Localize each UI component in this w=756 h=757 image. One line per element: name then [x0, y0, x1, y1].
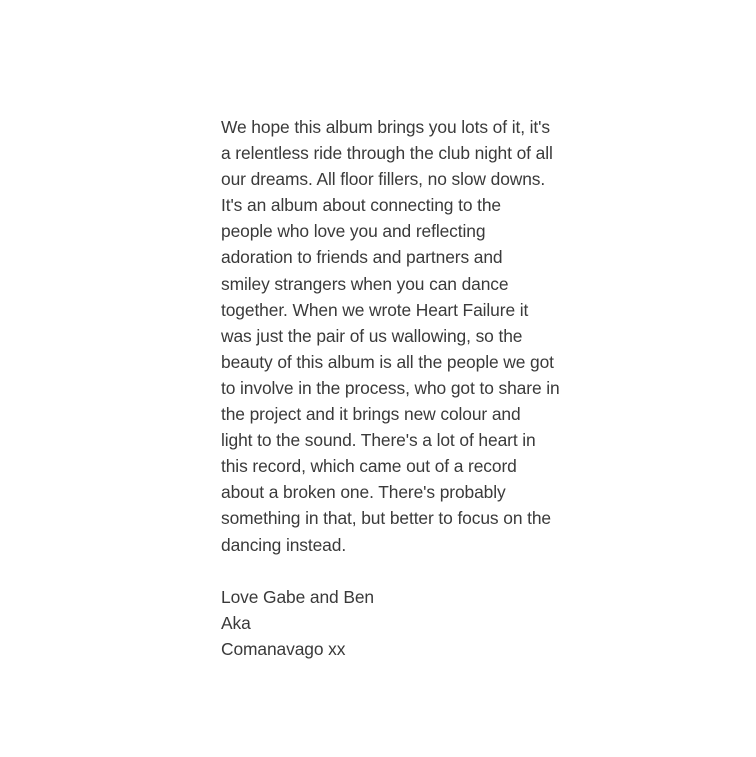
- body-line: beauty of this album is all the people we got: [221, 351, 554, 372]
- body-line: We hope this album brings you lots of it, it's: [221, 117, 550, 137]
- body-line: people who love you and reflecting: [221, 221, 486, 242]
- body-line: our dreams. All floor fillers, no slow downs.: [221, 169, 546, 190]
- signoff-line: Aka: [221, 612, 251, 633]
- body-line: about a broken one. There's probably: [221, 482, 506, 503]
- body-line: this record, which came out of a record: [221, 456, 517, 477]
- body-line: adoration to friends and partners and: [221, 247, 503, 268]
- body-line: light to the sound. There's a lot of heart in: [221, 430, 536, 451]
- letter-body: [221, 114, 581, 558]
- body-line: together. When we wrote Heart Failure it: [221, 299, 529, 320]
- body-line: something in that, but better to focus on the: [221, 508, 551, 529]
- body-line: a relentless ride through the club night of all: [221, 143, 553, 164]
- body-line: to involve in the process, who got to share in: [221, 377, 560, 398]
- body-line: the project and it brings new colour and: [221, 404, 521, 425]
- signoff-line: Comanavago xx: [221, 638, 346, 659]
- letter-signoff: [221, 584, 581, 662]
- body-line: was just the pair of us wallowing, so the: [221, 325, 523, 346]
- body-line: It's an album about connecting to the: [221, 195, 501, 216]
- letter-note: [221, 114, 581, 662]
- body-line: dancing instead.: [221, 534, 347, 555]
- paragraph-gap: [221, 558, 581, 584]
- signoff-line: Love Gabe and Ben: [221, 586, 375, 607]
- body-line: smiley strangers when you can dance: [221, 273, 509, 294]
